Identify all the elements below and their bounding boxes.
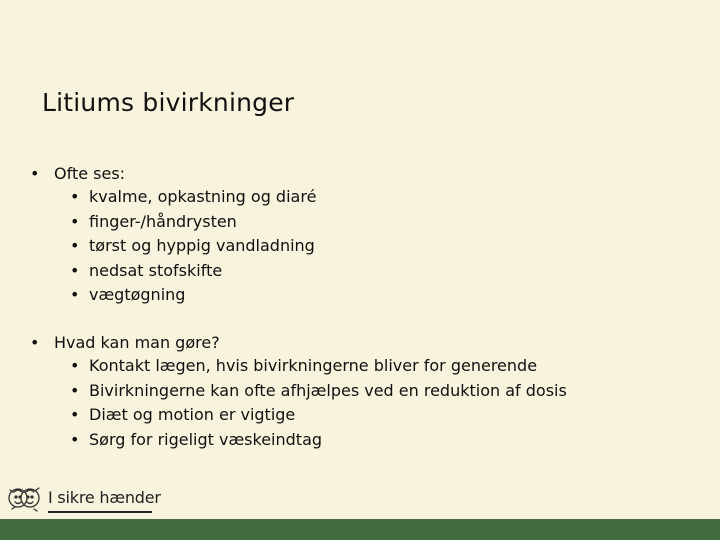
footer-bar	[0, 519, 720, 540]
sub-list-wrapper	[30, 354, 567, 452]
bullet-heading	[30, 162, 316, 185]
list-item	[54, 428, 567, 453]
bullet-icon: •	[70, 260, 80, 280]
logo-underline	[48, 511, 152, 513]
bullet-section-side-effects	[30, 162, 316, 308]
list-item	[54, 234, 316, 259]
bullet-icon: •	[30, 333, 40, 352]
list-item-text: Sørg for rigeligt væskeindtag	[89, 429, 323, 449]
bullet-icon: •	[70, 211, 80, 231]
list-item-text: Kontakt lægen, hvis bivirkningerne bliver for generende	[89, 356, 538, 375]
bullet-icon: •	[70, 429, 80, 449]
list-item	[54, 185, 316, 210]
list-item	[54, 379, 567, 404]
slide-title: Litiums bivirkninger	[42, 88, 295, 117]
bullet-heading	[30, 331, 567, 354]
list-item-text: vægtøgning	[89, 285, 186, 304]
list-item-text: kvalme, opkastning og diaré	[89, 187, 317, 206]
bullet-heading-text: Hvad kan man gøre?	[54, 333, 220, 352]
bullet-icon: •	[70, 236, 80, 255]
list-item-text: Bivirkningerne kan ofte afhjælpes ved en reduktion af dosis	[89, 380, 567, 400]
sub-list-wrapper	[30, 185, 316, 308]
bullet-heading-text: Ofte ses:	[54, 164, 126, 183]
list-item	[54, 354, 567, 379]
list-item-text: Diæt og motion er vigtige	[89, 405, 296, 424]
bullet-icon: •	[70, 405, 80, 424]
list-item-text: tørst og hyppig vandladning	[89, 236, 315, 255]
bullet-icon: •	[70, 285, 80, 304]
list-item	[54, 259, 316, 284]
list-item-text: finger-/håndrysten	[89, 211, 237, 231]
sub-list	[30, 185, 316, 308]
bullet-icon: •	[70, 356, 80, 375]
two-faces-logo-icon	[6, 480, 42, 516]
list-item	[54, 403, 567, 428]
bullet-icon: •	[70, 187, 80, 206]
list-item	[54, 210, 316, 235]
list-item	[54, 283, 316, 308]
list-item-text: nedsat stofskifte	[89, 260, 223, 280]
bullet-icon: •	[30, 164, 40, 183]
bullet-icon: •	[70, 380, 80, 400]
sub-list	[30, 354, 567, 452]
bullet-section-what-to-do	[30, 331, 567, 452]
logo-text: I sikre hænder	[48, 488, 161, 507]
